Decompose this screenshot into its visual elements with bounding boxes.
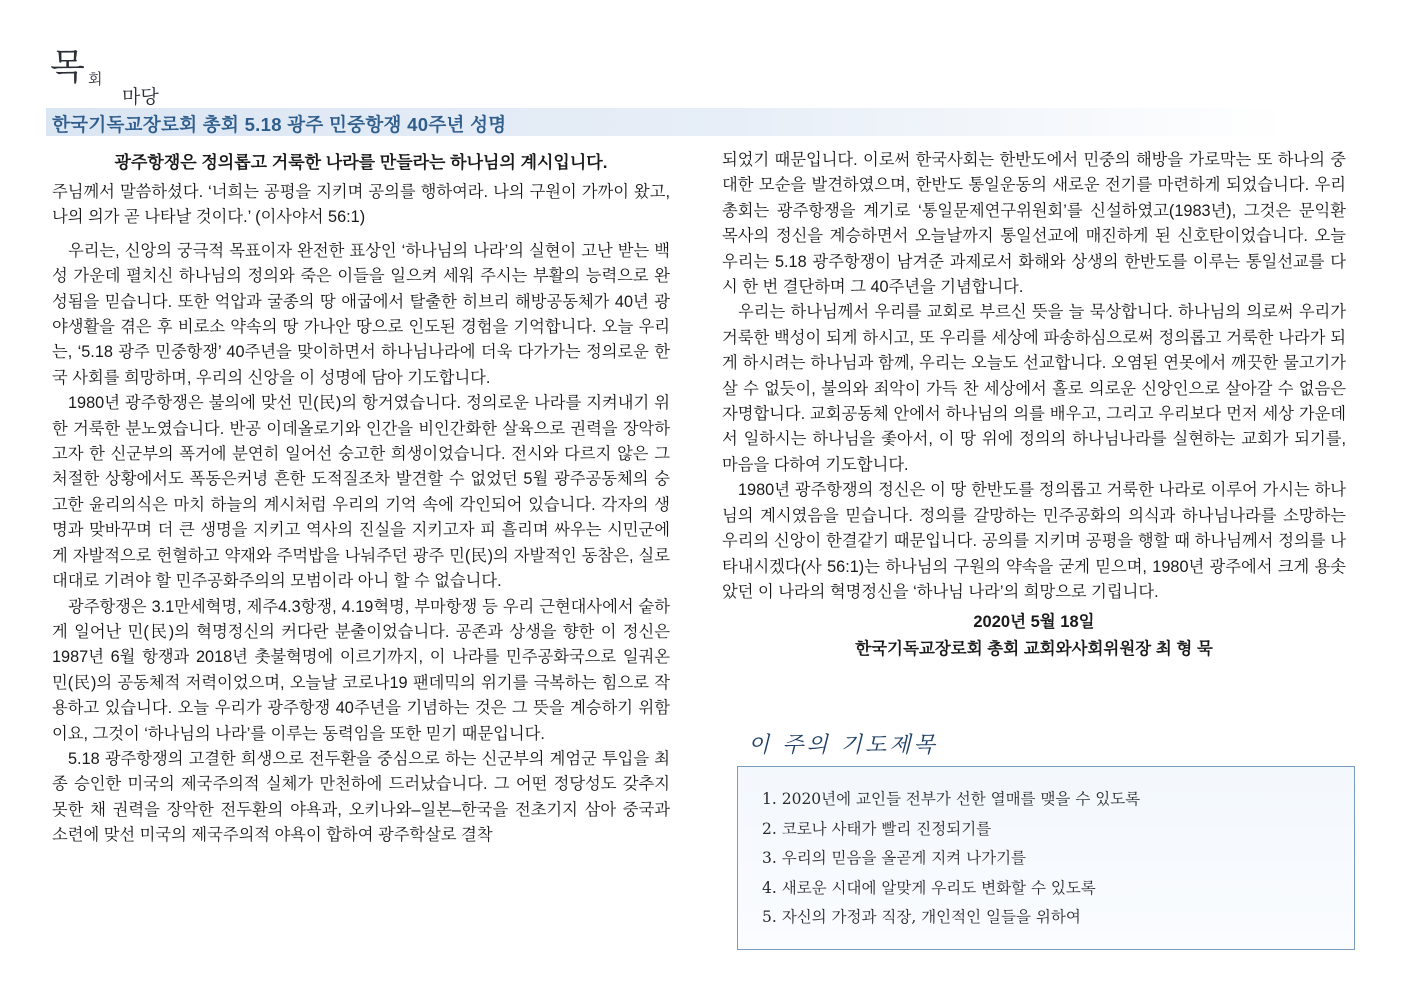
right-column (722, 148, 1346, 663)
body-paragraph: 1980년 광주항쟁의 정신은 이 땅 한반도를 정의롭고 거룩한 나라로 이루어 가시는 하나님의 계시였음을 믿습니다. 정의를 갈망하는 민주공화의 의식과 하나님나라를 소망하는 우리의 신앙이 한결같기 때문입니다. 공의를 지키며 공평을 행할 때 하나님께서 정의를 나타내시겠다(사 56:1)는 하나님의 구원의 약속을 굳게 믿으며, 1980년 광주에서 크게 용솟았던 이 나라의 혁명정신을 ‘하나님 나라’의 희망으로 기립니다. (722, 481, 1346, 601)
body-paragraph: 우리는, 신앙의 궁극적 목표이자 완전한 표상인 ‘하나님의 나라’의 실현이 고난 받는 백성 가운데 펼치신 하나님의 정의와 죽은 이들을 일으켜 세워 주시는 부활의 능력으로 완성됨을 믿습니다. 또한 억압과 굴종의 땅 애굽에서 탈출한 히브리 해방공동체가 40년 광야생활을 겪은 후 비로소 약속의 땅 가나안 땅으로 인도된 경험을 기억합니다. 오늘 우리는, ‘5.18 광주 민중항쟁’ 40주년을 맞이하면서 하나님나라에 더욱 다가가는 정의로운 한국 사회를 희망하며, 우리의 신앙을 이 성명에 담아 기도합니다. (52, 241, 670, 387)
prayer-item: 5. 자신의 가정과 직장, 개인적인 일들을 위하여 (762, 908, 1081, 926)
left-column (52, 148, 670, 849)
page-title: 한국기독교장로회 총회 5.18 광주 민중항쟁 40주년 성명 (52, 114, 507, 135)
prayer-box (737, 766, 1355, 950)
body-paragraph: 되었기 때문입니다. 이로써 한국사회는 한반도에서 민중의 해방을 가로막는 또 하나의 중대한 모순을 발견하였으며, 한반도 통일운동의 새로운 전기를 마련하게 되었습니다. 우리 총회는 광주항쟁을 계기로 ‘통일문제연구위원회’를 신설하였고(1983년), 그것은 문익환 목사의 정신을 계승하면서 오늘날까지 통일선교에 매진하게 된 신호탄이었습니다. 오늘 우리는 5.18 광주항쟁이 남겨준 과제로서 화해와 상생의 한반도를 이루는 통일선교를 다시 한 번 결단하며 그 40주년을 기념합니다. (722, 151, 1346, 297)
prayer-title: 이 주의 기도제목 (748, 733, 938, 758)
statement-subtitle: 광주항쟁은 정의롭고 거룩한 나라를 만들라는 하나님의 계시입니다. (114, 153, 608, 172)
prayer-item: 2. 코로나 사태가 빨리 진정되기를 (762, 819, 992, 838)
statement-signer: 한국기독교장로회 총회 교회와사회위원장 최 형 묵 (855, 640, 1213, 659)
body-paragraph: 5.18 광주항쟁의 고결한 희생으로 전두환을 중심으로 하는 신군부의 계엄군 투입을 최종 승인한 미국의 제국주의적 실체가 만천하에 드러났습니다. 그 어떤 정당성도 갖추지 못한 채 권력을 장악한 전두환의 야욕과, 오키나와–일본–한국을 전초기지 삼아 중국과 소련에 맞선 미국의 제국주의적 야욕이 합하여 광주학살로 결착 (52, 749, 670, 845)
masthead-char-mid: 회 (88, 70, 103, 88)
masthead-logo (50, 47, 250, 108)
body-paragraph: 1980년 광주항쟁은 불의에 맞선 민(民)의 항거였습니다. 정의로운 나라를 지켜내기 위한 거룩한 분노였습니다. 반공 이데올로기와 인간을 비인간화한 살육으로 권력을 장악하고자 한 신군부의 폭거에 분연히 일어선 숭고한 희생이었습니다. 전시와 다르지 않은 그 처절한 상황에서도 폭동은커녕 흔한 도적질조차 발견할 수 없었던 5월 광주공동체의 숭고한 윤리의식은 마치 하늘의 계시처럼 우리의 기억 속에 각인되어 있습니다. 각자의 생명과 맞바꾸며 더 큰 생명을 지키고 역사의 진실을 지키고자 피 흘리며 싸우는 시민군에게 자발적으로 헌혈하고 약재와 주먹밥을 나눠주던 광주 민(民)의 자발적인 동참은, 실로 대대로 기려야 할 민주공화주의의 모범이라 아니 할 수 없습니다. (52, 394, 671, 591)
body-paragraph: 우리는 하나님께서 우리를 교회로 부르신 뜻을 늘 묵상합니다. 하나님의 의로써 우리가 거룩한 백성이 되게 하시고, 또 우리를 세상에 파송하심으로써 정의롭고 거룩한 나라가 되게 하시려는 하나님과 함께, 우리는 오늘도 선교합니다. 오염된 연못에서 깨끗한 물고기가 살 수 없듯이, 불의와 죄악이 가득 찬 세상에서 홀로 의로운 신앙인으로 살아갈 수 없음은 자명합니다. 교회공동체 안에서 하나님의 의를 배우고, 그리고 우리보다 먼저 세상 가운데서 일하시는 하나님을 좇아서, 이 땅 위에 정의의 하나님나라를 실현하는 교회가 되기를, 마음을 다하여 기도합니다. (722, 303, 1346, 474)
scripture-paragraph: 주님께서 말씀하셨다. ‘너희는 공평을 지키며 공의를 행하여라. 나의 구원이 가까이 왔고, 나의 의가 곧 나타날 것이다.’ (이사야서 56:1) (52, 183, 670, 227)
prayer-list (738, 767, 1354, 933)
prayer-item: 1. 2020년에 교인들 전부가 선한 열매를 맺을 수 있도록 (762, 790, 1141, 808)
prayer-item: 3. 우리의 믿음을 올곧게 지켜 나가기를 (762, 849, 1027, 867)
body-paragraph: 광주항쟁은 3.1만세혁명, 제주4.3항쟁, 4.19혁명, 부마항쟁 등 우리 근현대사에서 숱하게 일어난 민(民)의 혁명정신의 커다란 분출이었습니다. 공존과 상생을 향한 이 정신은 1987년 6월 항쟁과 2018년 촛불혁명에 이르기까지, 이 나라를 민주공화국으로 일궈온 민(民)의 공동체적 저력이었으며, 오늘날 코로나19 팬데믹의 위기를 극복하는 힘으로 작용하고 있습니다. 오늘 우리가 광주항쟁 40주년을 기념하는 것은 그 뜻을 계승하기 위함이요, 그것이 ‘하나님의 나라’를 이루는 동력임을 또한 믿기 때문입니다. (52, 597, 670, 743)
title-bar (46, 108, 1286, 136)
statement-date: 2020년 5월 18일 (973, 613, 1095, 632)
masthead-char-small: 마당 (122, 86, 159, 108)
masthead-char-big: 목 (50, 47, 83, 88)
prayer-item: 4. 새로운 시대에 알맞게 우리도 변화할 수 있도록 (762, 878, 1096, 897)
